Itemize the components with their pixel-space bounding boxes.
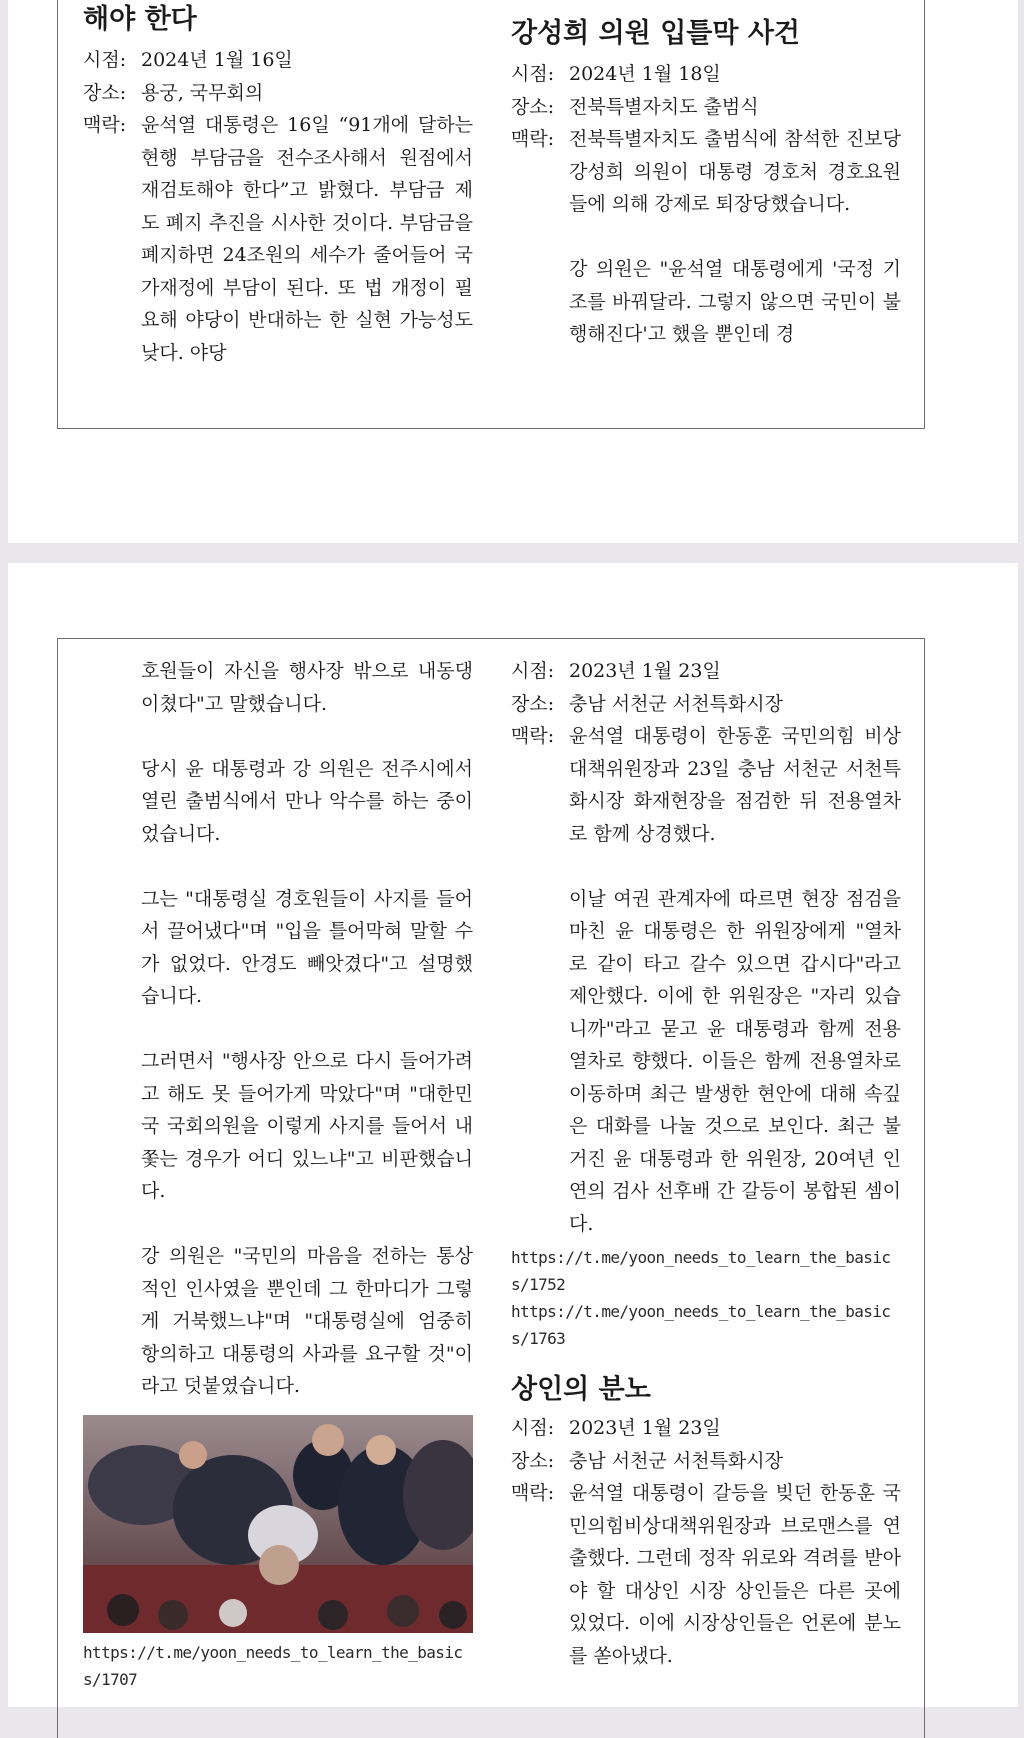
- context-label: 맥락:: [83, 114, 127, 136]
- body-paragraph: 당시 윤 대통령과 강 의원은 전주시에서 열린 출범식에서 만나 악수를 하는 중이었습니다.: [141, 757, 473, 845]
- context-text: 전북특별자치도 출범식에 참석한 진보당 강성희 의원이 대통령 경호처 경호요원들에 의해 강제로 퇴장당했습니다.: [569, 128, 901, 215]
- context-label: 맥락:: [511, 1482, 555, 1504]
- article-title: 강성희 의원 입틀막 사건: [511, 18, 801, 49]
- place-row: [511, 1445, 901, 1478]
- date-value: 2023년 1월 23일: [569, 660, 721, 682]
- context-text: 윤석열 대통령이 한동훈 국민의힘 비상대책위원장과 23일 충남 서천군 서천특화시장 화재현장을 점검한 뒤 전용열차로 함께 상경했다.: [569, 725, 901, 845]
- context-row: [83, 109, 473, 369]
- body-paragraph: 호원들이 자신을 행사장 밖으로 내동댕이쳤다"고 말했습니다.: [141, 660, 473, 715]
- place-label: 장소:: [83, 81, 127, 104]
- date-row: [83, 44, 473, 77]
- content-frame-2: [57, 638, 925, 1738]
- content-frame-1: [57, 0, 925, 429]
- context-text: 윤석열 대통령이 갈등을 빚던 한동훈 국민의힘비상대책위원장과 브로맨스를 연출했다. 그런데 정작 위로와 격려를 받아야 할 대상인 시장 상인들은 다른 곳에 있었다. 이에 시장상인들은 언론에 분노를 쏟아냈다.: [569, 1482, 901, 1667]
- date-value: 2024년 1월 16일: [141, 49, 293, 71]
- place-label: 장소:: [511, 1449, 555, 1472]
- place-row: [511, 91, 901, 124]
- context-row: [511, 720, 901, 850]
- date-label: 시점:: [511, 660, 555, 682]
- context-paragraph: 이날 여권 관계자에 따르면 현장 점검을 마친 윤 대통령은 한 위원장에게 "열차로 같이 타고 갈수 있으면 갑시다"라고 제안했다. 이에 한 위원장은 "자리 있습니까"라고 묻고 윤 대통령과 함께 전용열차로 향했다. 이들은 함께 전용열차로 이동하며 최근 발생한 현안에 대해 속깊은 대화를 나눌 것으로 보인다. 최근 불거진 윤 대통령과 한 위원장, 20여년 인연의 검사 선후배 간 갈등이 봉합된 셈이다.: [569, 887, 901, 1235]
- place-value: 충남 서천군 서천특화시장: [569, 692, 783, 715]
- column-left-1: [83, 0, 473, 369]
- place-row: [511, 688, 901, 721]
- date-value: 2024년 1월 18일: [569, 63, 721, 85]
- place-label: 장소:: [511, 692, 555, 715]
- context-row: [511, 1477, 901, 1672]
- body-paragraph: 그는 "대통령실 경호원들이 사지를 들어서 끌어냈다"며 "입을 틀어막혀 말할 수가 없었다. 안경도 빼앗겼다"고 설명했습니다.: [141, 887, 473, 1007]
- date-row: [511, 655, 901, 688]
- context-label: 맥락:: [511, 725, 555, 747]
- context-row: [511, 123, 901, 221]
- article-title: 상인의 분노: [511, 1374, 651, 1405]
- date-row: [511, 1412, 901, 1445]
- date-label: 시점:: [511, 63, 555, 85]
- source-link[interactable]: https://t.me/yoon_needs_to_learn_the_basics/1752: [511, 1248, 891, 1294]
- place-row: [83, 77, 473, 110]
- date-value: 2023년 1월 23일: [569, 1417, 721, 1439]
- place-label: 장소:: [511, 95, 555, 118]
- page-sheet-1: [8, 0, 1018, 543]
- date-label: 시점:: [511, 1417, 555, 1439]
- context-paragraph: 강 의원은 "윤석열 대통령에게 '국정 기조를 바꿔달라. 그렇지 않으면 국민이 불행해진다'고 했을 뿐인데 경: [569, 258, 901, 345]
- place-value: 충남 서천군 서천특화시장: [569, 1449, 783, 1472]
- place-value: 전북특별자치도 출범식: [569, 95, 759, 118]
- column-right-2: [511, 655, 901, 1672]
- source-link[interactable]: https://t.me/yoon_needs_to_learn_the_basics/1763: [511, 1302, 891, 1348]
- context-text: 윤석열 대통령은 16일 “91개에 달하는 현행 부담금을 전수조사해서 원점에서 재검토해야 한다”고 밝혔다. 부담금 제도 폐지 추진을 시사한 것이다. 부담금을 폐지하면 24조원의 세수가 줄어들어 국가재정에 부담이 된다. 또 법 개정이 필요해 야당이 반대하는 한 실현 가능성도 낮다. 야당: [141, 114, 473, 364]
- article-title: 해야 한다: [83, 4, 197, 35]
- body-paragraph: 그러면서 "행사장 안으로 다시 들어가려고 해도 못 들어가게 막았다"며 "대한민국 국회의원을 이렇게 사지를 들어서 내쫓는 경우가 어디 있느냐"고 비판했습니다.: [141, 1050, 473, 1202]
- date-row: [511, 58, 901, 91]
- body-paragraph: 강 의원은 "국민의 마음을 전하는 통상적인 인사였을 뿐인데 그 한마디가 그렇게 거북했느냐"며 "대통령실에 엄중히 항의하고 대통령의 사과를 요구할 것"이라고 덧붙였습니다.: [141, 1245, 473, 1397]
- place-value: 용궁, 국무회의: [141, 81, 264, 104]
- source-link[interactable]: https://t.me/yoon_needs_to_learn_the_basics/1707: [83, 1642, 463, 1689]
- date-label: 시점:: [83, 49, 127, 71]
- news-photo: [83, 1415, 473, 1633]
- context-label: 맥락:: [511, 128, 555, 150]
- page-sheet-2: [8, 563, 1018, 1707]
- column-left-2: [83, 655, 473, 1693]
- column-right-1: [511, 0, 901, 351]
